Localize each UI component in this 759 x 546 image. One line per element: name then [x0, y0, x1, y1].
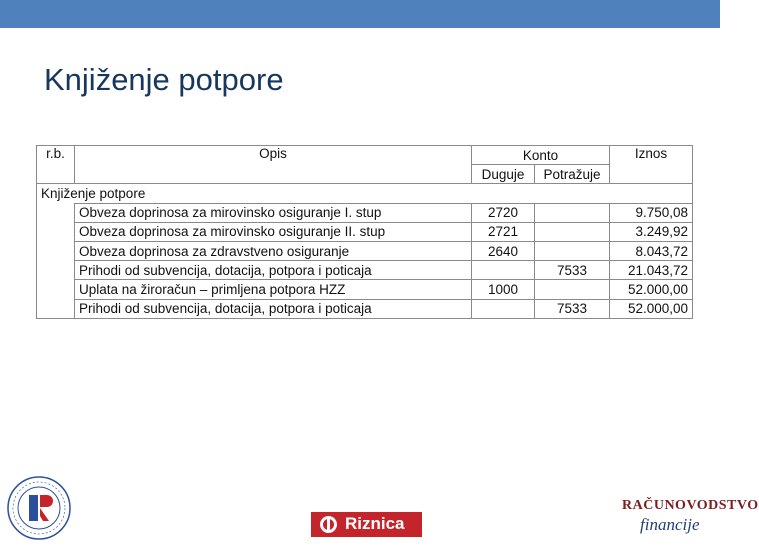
header-potrazuje: Potražuje — [535, 165, 610, 184]
row-opis: Obveza doprinosa za zdravstveno osiguranje — [75, 241, 472, 260]
seal-icon — [6, 475, 72, 541]
rb-cell — [37, 203, 75, 318]
header-iznos: Iznos — [610, 146, 693, 184]
table-row — [37, 203, 693, 222]
row-opis: Prihodi od subvencija, dotacija, potpora i poticaja — [75, 261, 472, 280]
table-row — [37, 222, 693, 241]
row-iznos: 52.000,00 — [610, 299, 693, 318]
slide-title: Knjiženje potpore — [44, 62, 284, 97]
slide-top-bar — [0, 0, 720, 28]
row-iznos: 9.750,08 — [610, 203, 693, 222]
table-row — [37, 261, 693, 280]
row-iznos: 52.000,00 — [610, 280, 693, 299]
header-konto: Konto — [472, 146, 610, 165]
row-opis: Obveza doprinosa za mirovinsko osiguranje II. stup — [75, 222, 472, 241]
table-row — [37, 241, 693, 260]
riznica-logo — [311, 512, 422, 537]
row-potrazuje — [535, 280, 610, 299]
row-duguje — [472, 299, 535, 318]
row-potrazuje: 7533 — [535, 261, 610, 280]
row-potrazuje: 7533 — [535, 299, 610, 318]
row-potrazuje — [535, 203, 610, 222]
table-row — [37, 299, 693, 318]
row-duguje: 2640 — [472, 241, 535, 260]
row-iznos: 3.249,92 — [610, 222, 693, 241]
row-opis: Uplata na žiroračun – primljena potpora HZZ — [75, 280, 472, 299]
racunovodstvo-text: RAČUNOVODSTVO — [622, 498, 759, 513]
posting-table — [36, 145, 693, 319]
row-iznos: 8.043,72 — [610, 241, 693, 260]
header-rb: r.b. — [37, 146, 75, 184]
financije-text: financije — [640, 515, 700, 534]
row-duguje: 2720 — [472, 203, 535, 222]
section-row — [37, 184, 693, 203]
row-opis: Obveza doprinosa za mirovinsko osiguranje I. stup — [75, 203, 472, 222]
header-duguje: Duguje — [472, 165, 535, 184]
row-potrazuje — [535, 222, 610, 241]
riznica-emblem-icon — [319, 515, 338, 534]
row-potrazuje — [535, 241, 610, 260]
row-duguje: 1000 — [472, 280, 535, 299]
association-seal-logo — [6, 475, 72, 541]
row-opis: Prihodi od subvencija, dotacija, potpora i poticaja — [75, 299, 472, 318]
table-row — [37, 280, 693, 299]
section-label: Knjiženje potpore — [37, 184, 693, 203]
table-header-row — [37, 146, 693, 165]
racunovodstvo-financije-logo — [622, 498, 759, 540]
row-iznos: 21.043,72 — [610, 261, 693, 280]
riznica-logo-text: Riznica — [345, 514, 405, 533]
header-opis: Opis — [75, 146, 472, 184]
row-duguje: 2721 — [472, 222, 535, 241]
row-duguje — [472, 261, 535, 280]
